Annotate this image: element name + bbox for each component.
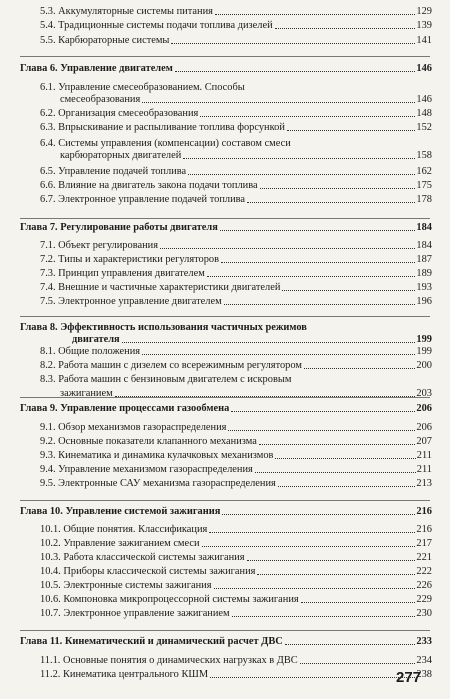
toc-page-number: 184 bbox=[416, 240, 432, 251]
toc-page-number: 187 bbox=[416, 254, 432, 265]
toc-section bbox=[40, 552, 432, 564]
dot-leader bbox=[282, 290, 415, 291]
toc-title-text: 9.2. Основные показатели клапанного механизма bbox=[40, 436, 257, 447]
dot-leader bbox=[222, 514, 415, 515]
dot-leader bbox=[247, 202, 415, 203]
dot-leader bbox=[209, 532, 415, 533]
toc-section bbox=[40, 422, 432, 434]
chapter-separator bbox=[20, 218, 430, 219]
toc-page-number: 141 bbox=[416, 35, 432, 46]
dot-leader bbox=[215, 14, 415, 15]
toc-section bbox=[40, 108, 432, 120]
toc-page-number: 199 bbox=[416, 346, 432, 357]
toc-title-text: 7.3. Принцип управления двигателем bbox=[40, 268, 205, 279]
toc-section bbox=[40, 194, 432, 206]
toc-title-continuation: двигателя bbox=[72, 334, 120, 345]
toc-page-number: 158 bbox=[416, 150, 432, 161]
dot-leader bbox=[202, 546, 416, 547]
toc-section bbox=[40, 669, 432, 681]
dot-leader bbox=[160, 248, 415, 249]
dot-leader bbox=[285, 644, 416, 645]
toc-page-number: 178 bbox=[416, 194, 432, 205]
toc-page-number: 226 bbox=[416, 580, 432, 591]
toc-page-number: 196 bbox=[416, 296, 432, 307]
toc-title-text: 8.2. Работа машин с дизелем со всережимным регулятором bbox=[40, 360, 302, 371]
toc-section bbox=[40, 240, 432, 252]
toc-title-text: 6.3. Впрыскивание и распыливание топлива форсункой bbox=[40, 122, 285, 133]
toc-section bbox=[40, 94, 432, 106]
dot-leader bbox=[257, 574, 415, 575]
toc-page-number: 175 bbox=[416, 180, 432, 191]
toc-title-text: 10.3. Работа классической системы зажигания bbox=[40, 552, 245, 563]
dot-leader bbox=[301, 602, 416, 603]
toc-title-text: Глава 7. Регулирование работы двигателя bbox=[20, 222, 218, 233]
toc-title-text: Глава 10. Управление системой зажигания bbox=[20, 506, 221, 517]
toc-page-number: 200 bbox=[416, 360, 432, 371]
toc-section bbox=[40, 478, 432, 490]
toc-page-number: 207 bbox=[416, 436, 432, 447]
toc-page-number: 211 bbox=[416, 450, 432, 461]
dot-leader bbox=[183, 158, 415, 159]
toc-title-text: 5.3. Аккумуляторные системы питания bbox=[40, 6, 213, 17]
toc-title-text: 10.2. Управление зажиганием смеси bbox=[40, 538, 200, 549]
toc-chapter bbox=[20, 506, 432, 518]
dot-leader bbox=[260, 188, 416, 189]
toc-page-number: 206 bbox=[416, 422, 432, 433]
toc-section bbox=[40, 20, 432, 32]
dot-leader bbox=[304, 368, 415, 369]
toc-title-text: Работа машин с бензиновым двигателем с искровым bbox=[58, 374, 292, 385]
dot-leader bbox=[188, 174, 415, 175]
toc-section bbox=[40, 6, 432, 18]
toc-title-text: 9.4. Управление механизмом газораспределения bbox=[40, 464, 253, 475]
toc-title-text: 10.1. Общие понятия. Классификация bbox=[40, 524, 208, 535]
toc-title-text: 11.2. Кинематика центрального КШМ bbox=[40, 669, 209, 680]
toc-page-number: 203 bbox=[416, 388, 432, 399]
toc-section-number: 6.4. bbox=[40, 138, 59, 149]
toc-section bbox=[40, 566, 432, 578]
toc-title-text: 6.2. Организация смесеобразования bbox=[40, 108, 199, 119]
dot-leader bbox=[171, 43, 415, 44]
toc-section bbox=[40, 608, 432, 620]
toc-section bbox=[40, 436, 432, 448]
toc-page-number: 234 bbox=[416, 655, 432, 666]
toc-section bbox=[40, 538, 432, 550]
toc-section bbox=[40, 35, 432, 47]
toc-section bbox=[40, 166, 432, 178]
toc-page-number: 216 bbox=[416, 506, 432, 517]
toc-page-number: 184 bbox=[416, 222, 432, 233]
toc-section bbox=[40, 524, 432, 536]
toc-page-number: 189 bbox=[416, 268, 432, 279]
dot-leader bbox=[214, 588, 416, 589]
dot-leader bbox=[220, 230, 416, 231]
toc-page-number: 230 bbox=[416, 608, 432, 619]
toc-page-number: 199 bbox=[416, 334, 432, 345]
toc-title-text: Управление смесеобразованием. Способы bbox=[58, 82, 245, 93]
dot-leader bbox=[231, 411, 415, 412]
toc-title-text: 6.7. Электронное управление подачей топлива bbox=[40, 194, 246, 205]
toc-chapter bbox=[20, 222, 432, 234]
toc-title-text: 10.6. Компоновка микропроцессорной системы зажигания bbox=[40, 594, 299, 605]
toc-page-number: 222 bbox=[416, 566, 432, 577]
toc-page-number: 193 bbox=[416, 282, 432, 293]
toc-title-text: 7.2. Типы и характеристики регуляторов bbox=[40, 254, 220, 265]
chapter-separator bbox=[20, 397, 430, 398]
toc-chapter bbox=[20, 334, 432, 346]
toc-page-number: 146 bbox=[416, 94, 432, 105]
toc-page-number: 152 bbox=[416, 122, 432, 133]
toc-title-text: 10.5. Электронные системы зажигания bbox=[40, 580, 212, 591]
toc-title-text: Глава 8. Эффективность использования частичных режимов bbox=[20, 322, 307, 333]
toc-title-text: 10.4. Приборы классической системы зажигания bbox=[40, 566, 256, 577]
dot-leader bbox=[210, 677, 415, 678]
toc-section bbox=[40, 580, 432, 592]
toc-title-continuation: зажиганием bbox=[60, 388, 113, 399]
toc-section bbox=[40, 150, 432, 162]
toc-section bbox=[40, 296, 432, 308]
dot-leader bbox=[142, 354, 415, 355]
toc-page-number: 211 bbox=[416, 464, 432, 475]
toc-title-text: 9.5. Электронные САУ механизма газораспределения bbox=[40, 478, 276, 489]
toc-title-text: 6.6. Влияние на двигатель закона подачи топлива bbox=[40, 180, 258, 191]
chapter-separator bbox=[20, 500, 430, 501]
toc-title-text: 5.5. Карбюраторные системы bbox=[40, 35, 170, 46]
toc-title-text: 10.7. Электронное управление зажиганием bbox=[40, 608, 230, 619]
dot-leader bbox=[142, 102, 415, 103]
toc-section bbox=[40, 180, 432, 192]
page-number: 277 bbox=[396, 669, 422, 686]
dot-leader bbox=[221, 262, 415, 263]
toc-section bbox=[40, 268, 432, 280]
toc-title-text: 9.1. Обзор механизмов газораспределения bbox=[40, 422, 227, 433]
dot-leader bbox=[275, 458, 415, 459]
toc-page-number: 233 bbox=[416, 636, 432, 647]
toc-title-text: 7.4. Внешние и частичные характеристики двигателей bbox=[40, 282, 281, 293]
toc-section-number: 6.1. bbox=[40, 82, 59, 93]
toc-title-continuation: карбюраторных двигателей bbox=[60, 150, 182, 161]
dot-leader bbox=[207, 276, 416, 277]
toc-chapter bbox=[20, 636, 432, 648]
toc-section-number: 8.3. bbox=[40, 374, 59, 385]
toc-title-text: Системы управления (компенсации) составом смеси bbox=[58, 138, 291, 149]
toc-title-text: 5.4. Традиционные системы подачи топлива дизелей bbox=[40, 20, 273, 31]
dot-leader bbox=[228, 430, 415, 431]
toc-section bbox=[40, 388, 432, 400]
toc-title-text: 7.1. Объект регулирования bbox=[40, 240, 158, 251]
toc-section bbox=[40, 464, 432, 476]
dot-leader bbox=[275, 28, 416, 29]
toc-title-continuation: смесеобразования bbox=[60, 94, 141, 105]
toc-page-number: 217 bbox=[416, 538, 432, 549]
toc-page-number: 139 bbox=[416, 20, 432, 31]
chapter-separator bbox=[20, 316, 430, 317]
dot-leader bbox=[287, 130, 416, 131]
dot-leader bbox=[300, 663, 416, 664]
dot-leader bbox=[232, 616, 416, 617]
toc-section bbox=[40, 346, 432, 358]
toc-page-number: 213 bbox=[416, 478, 432, 489]
toc-page-number: 238 bbox=[416, 669, 432, 680]
dot-leader bbox=[200, 116, 415, 117]
dot-leader bbox=[175, 71, 416, 72]
toc-title-text: 8.1. Общие положения bbox=[40, 346, 141, 357]
toc-section bbox=[40, 594, 432, 606]
toc-title-text: 7.5. Электронное управление двигателем bbox=[40, 296, 222, 307]
toc-section bbox=[40, 254, 432, 266]
toc-page-number: 162 bbox=[416, 166, 432, 177]
toc-title-text: Глава 9. Управление процессами газообмена bbox=[20, 403, 230, 414]
toc-page-number: 146 bbox=[416, 63, 432, 74]
toc-section bbox=[40, 122, 432, 134]
toc-title-text: 11.1. Основные понятия о динамических нагрузках в ДВС bbox=[40, 655, 298, 666]
toc-chapter-title bbox=[20, 322, 307, 334]
toc-chapter bbox=[20, 403, 432, 415]
toc-page-number: 221 bbox=[416, 552, 432, 563]
toc-section-title bbox=[40, 82, 245, 94]
toc-title-text: Глава 6. Управление двигателем bbox=[20, 63, 173, 74]
dot-leader bbox=[247, 560, 416, 561]
dot-leader bbox=[259, 444, 416, 445]
toc-title-text: 6.5. Управление подачей топлива bbox=[40, 166, 187, 177]
toc-section bbox=[40, 450, 432, 462]
toc-chapter bbox=[20, 63, 432, 75]
chapter-separator bbox=[20, 56, 430, 57]
dot-leader bbox=[255, 472, 416, 473]
toc-title-text: 9.3. Кинематика и динамика кулачковых механизмов bbox=[40, 450, 274, 461]
toc-title-text: Глава 11. Кинематический и динамический расчет ДВС bbox=[20, 636, 283, 647]
toc-page-number: 206 bbox=[416, 403, 432, 414]
dot-leader bbox=[278, 486, 416, 487]
toc-section bbox=[40, 360, 432, 372]
toc-page-number: 229 bbox=[416, 594, 432, 605]
toc-page-number: 129 bbox=[416, 6, 432, 17]
toc-section-title bbox=[40, 374, 291, 386]
dot-leader bbox=[224, 304, 416, 305]
chapter-separator bbox=[20, 630, 430, 631]
toc-section bbox=[40, 282, 432, 294]
toc-section bbox=[40, 655, 432, 667]
toc-page-number: 148 bbox=[416, 108, 432, 119]
dot-leader bbox=[122, 342, 416, 343]
toc-section-title bbox=[40, 138, 291, 150]
toc-page-number: 216 bbox=[416, 524, 432, 535]
